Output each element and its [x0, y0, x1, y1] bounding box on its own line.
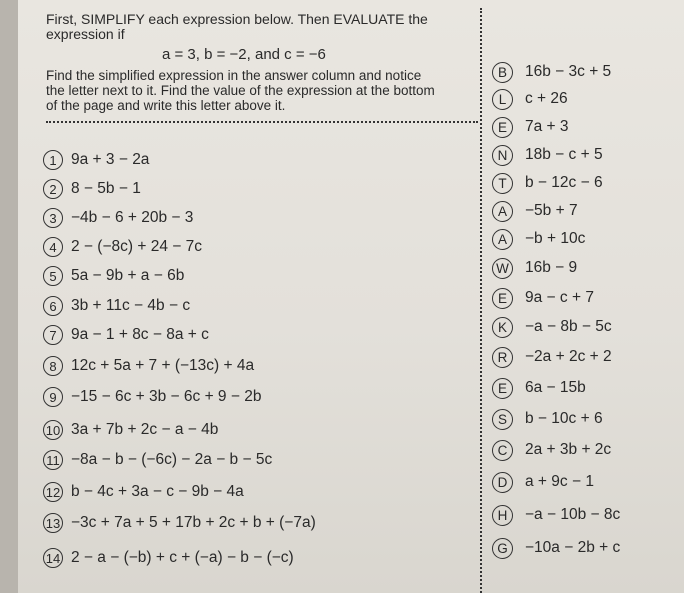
answer-letter: L — [492, 89, 513, 110]
answer-item — [492, 60, 611, 84]
answer-expression: c + 26 — [525, 90, 568, 107]
problem-item — [43, 264, 184, 288]
answer-expression: 18b − c + 5 — [525, 146, 603, 163]
answer-letter: G — [492, 538, 513, 559]
answer-item — [492, 470, 594, 494]
answer-letter: A — [492, 229, 513, 250]
vertical-divider — [480, 8, 482, 593]
answer-letter: W — [492, 258, 513, 279]
problem-item — [43, 448, 272, 472]
answer-expression: −a − 10b − 8c — [525, 506, 621, 523]
problem-item — [43, 206, 193, 230]
answer-item — [492, 503, 620, 527]
problem-expression: 5a − 9b + a − 6b — [71, 267, 185, 284]
answer-letter: C — [492, 440, 513, 461]
answer-expression: −b + 10c — [525, 230, 586, 247]
answer-item — [492, 171, 603, 195]
answer-letter: K — [492, 317, 513, 338]
problem-expression: −8a − b − (−6c) − 2a − b − 5c — [71, 451, 273, 468]
problem-number: 12 — [43, 482, 63, 502]
answer-letter: D — [492, 472, 513, 493]
problem-expression: −4b − 6 + 20b − 3 — [71, 209, 194, 226]
answer-item — [492, 256, 577, 280]
problem-number: 5 — [43, 266, 63, 286]
problem-number: 4 — [43, 237, 63, 257]
instructions-text — [46, 68, 486, 113]
answer-expression: 9a − c + 7 — [525, 289, 594, 306]
answer-expression: −10a − 2b + c — [525, 539, 621, 556]
answer-letter: E — [492, 288, 513, 309]
problem-expression: 9a + 3 − 2a — [71, 151, 150, 168]
answer-letter: T — [492, 173, 513, 194]
answer-expression: 16b − 9 — [525, 259, 578, 276]
problem-item — [43, 148, 149, 172]
horizontal-divider — [46, 121, 478, 123]
problem-number: 14 — [43, 548, 63, 568]
answer-item — [492, 227, 585, 251]
problem-number: 1 — [43, 150, 63, 170]
problem-expression: 3a + 7b + 2c − a − 4b — [71, 421, 219, 438]
answer-item — [492, 87, 568, 111]
answer-expression: b − 12c − 6 — [525, 174, 603, 191]
answer-item — [492, 376, 586, 400]
answer-expression: −5b + 7 — [525, 202, 578, 219]
problem-item — [43, 323, 209, 347]
answer-expression: −a − 8b − 5c — [525, 318, 612, 335]
answer-item — [492, 115, 569, 139]
answer-expression: a + 9c − 1 — [525, 473, 594, 490]
intro-line-2: expression if — [46, 26, 125, 42]
problem-number: 3 — [43, 208, 63, 228]
answer-letter: A — [492, 201, 513, 222]
problem-item — [43, 511, 316, 535]
answer-letter: R — [492, 347, 513, 368]
problem-expression: 3b + 11c − 4b − c — [71, 297, 191, 314]
problem-item — [43, 354, 254, 378]
answer-expression: −2a + 2c + 2 — [525, 348, 612, 365]
answer-expression: 6a − 15b — [525, 379, 586, 396]
problem-number: 10 — [43, 420, 63, 440]
answer-letter: H — [492, 505, 513, 526]
answer-item — [492, 143, 603, 167]
instructions-line-3: of the page and write this letter above it. — [46, 98, 286, 113]
problem-item — [43, 294, 190, 318]
answer-item — [492, 199, 578, 223]
instructions-line-2: the letter next to it. Find the value of the expression at the bottom — [46, 83, 435, 98]
answer-item — [492, 407, 603, 431]
answer-expression: 2a + 3b + 2c — [525, 441, 612, 458]
problem-item — [43, 418, 218, 442]
problem-number: 13 — [43, 513, 63, 533]
answer-item — [492, 286, 594, 310]
answer-item — [492, 345, 612, 369]
problem-item — [43, 235, 202, 259]
problem-expression: 2 − a − (−b) + c + (−a) − b − (−c) — [71, 549, 294, 566]
problem-item — [43, 480, 244, 504]
problem-number: 7 — [43, 325, 63, 345]
problem-expression: 12c + 5a + 7 + (−13c) + 4a — [71, 357, 255, 374]
answer-letter: B — [492, 62, 513, 83]
answer-expression: 16b − 3c + 5 — [525, 63, 612, 80]
problem-expression: 9a − 1 + 8c − 8a + c — [71, 326, 209, 343]
intro-line-1: First, SIMPLIFY each expression below. Then EVALUATE the — [46, 11, 428, 27]
problem-number: 6 — [43, 296, 63, 316]
problem-expression: 8 − 5b − 1 — [71, 180, 141, 197]
problem-number: 8 — [43, 356, 63, 376]
answer-letter: E — [492, 378, 513, 399]
answer-item — [492, 315, 612, 339]
answer-item — [492, 438, 611, 462]
answer-item — [492, 536, 620, 560]
problem-expression: 2 − (−8c) + 24 − 7c — [71, 238, 202, 255]
answer-expression: 7a + 3 — [525, 118, 569, 135]
problem-item — [43, 385, 261, 409]
answer-letter: S — [492, 409, 513, 430]
problem-expression: −3c + 7a + 5 + 17b + 2c + b + (−7a) — [71, 514, 316, 531]
answer-expression: b − 10c + 6 — [525, 410, 603, 427]
answer-letter: E — [492, 117, 513, 138]
answer-letter: N — [492, 145, 513, 166]
problem-item — [43, 546, 294, 570]
problem-expression: b − 4c + 3a − c − 9b − 4a — [71, 483, 244, 500]
problem-expression: −15 − 6c + 3b − 6c + 9 − 2b — [71, 388, 262, 405]
problem-number: 2 — [43, 179, 63, 199]
problem-item — [43, 177, 141, 201]
problem-number: 11 — [43, 450, 63, 470]
problem-number: 9 — [43, 387, 63, 407]
variable-values: a = 3, b = −2, and c = −6 — [162, 46, 326, 63]
instructions-line-1: Find the simplified expression in the answer column and notice — [46, 68, 422, 83]
intro-text — [46, 12, 486, 42]
